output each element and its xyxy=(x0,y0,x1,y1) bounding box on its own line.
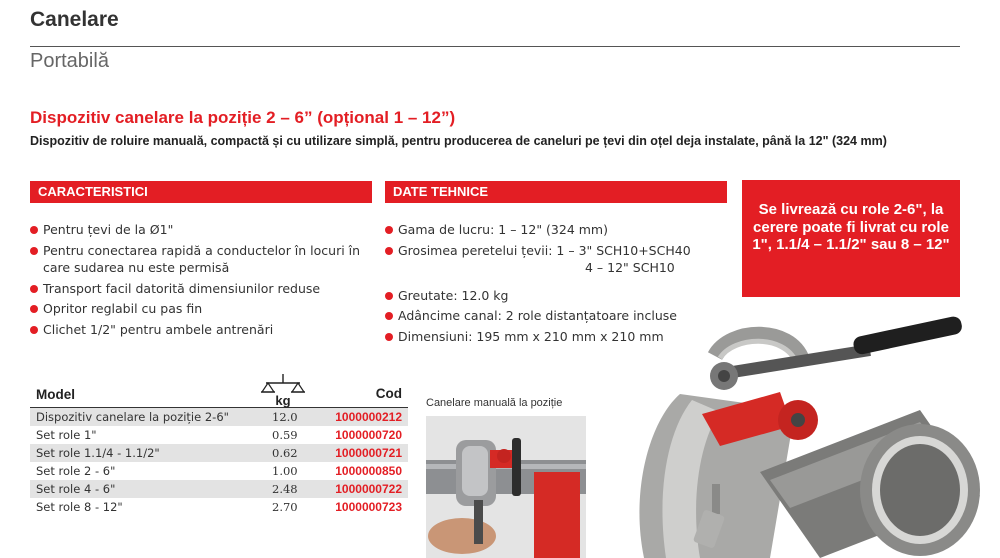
table-row: Set role 4 - 6" 2.48 1000000722 xyxy=(30,480,408,498)
bullet-icon xyxy=(30,226,38,234)
feature-item: Pentru conectarea rapidă a conductelor în locuri în care sudarea nu este permisă xyxy=(30,242,375,277)
bullet-icon xyxy=(30,285,38,293)
feature-item: Pentru țevi de la Ø1" xyxy=(30,221,375,239)
product-table xyxy=(30,382,408,516)
bullet-icon xyxy=(30,326,38,334)
table-header xyxy=(30,382,408,408)
delivery-note: Se livrează cu role 2-6", la cerere poate fi livrat cu role 1", 1.1/4 – 1.1/2" sau 8 – 12" xyxy=(742,180,960,297)
bullet-icon xyxy=(385,312,393,320)
page-subtitle: Portabilă xyxy=(30,50,109,72)
features-header: CARACTERISTICI xyxy=(30,181,372,203)
table-row: Set role 8 - 12" 2.70 1000000723 xyxy=(36,500,402,514)
bullet-icon xyxy=(30,247,38,255)
product-description: Dispozitiv de roluire manuală, compactă și cu utilizare simplă, pentru producerea de caneluri pe țevi din oțel deja instalate, până la 12" (324 mm) xyxy=(30,134,887,148)
features-list xyxy=(30,221,375,341)
grooving-tool-illustration xyxy=(620,300,1000,558)
bullet-icon xyxy=(385,292,393,300)
photo-caption: Canelare manuală la poziție xyxy=(426,397,563,409)
tech-data-header: DATE TEHNICE xyxy=(385,181,727,203)
product-photo xyxy=(620,300,1000,558)
weight-unit-label: kg xyxy=(275,393,291,408)
bullet-icon xyxy=(30,305,38,313)
weight-scale-icon xyxy=(260,370,306,408)
column-model: Model xyxy=(36,387,75,402)
table-row: Set role 1" 0.59 1000000720 xyxy=(36,428,402,442)
usage-photo xyxy=(426,416,586,558)
feature-item: Clichet 1/2" pentru ambele antrenări xyxy=(30,321,375,339)
product-heading: Dispozitiv canelare la poziție 2 – 6” (opțional 1 – 12”) xyxy=(30,108,456,127)
feature-item: Opritor reglabil cu pas fin xyxy=(30,300,375,318)
bullet-icon xyxy=(385,333,393,341)
page-title: Canelare xyxy=(30,8,119,31)
title-divider xyxy=(30,46,960,47)
tech-item: Adâncime canal: 2 role distanțatoare incluse xyxy=(385,307,730,325)
bullet-icon xyxy=(385,247,393,255)
feature-item: Transport facil datorită dimensiunilor reduse xyxy=(30,280,375,298)
table-row: Set role 2 - 6" 1.00 1000000850 xyxy=(36,464,402,478)
tech-item: Gama de lucru: 1 – 12" (324 mm) xyxy=(385,221,730,239)
column-code: Cod xyxy=(375,386,402,401)
bullet-icon xyxy=(385,226,393,234)
table-row: Set role 1.1/4 - 1.1/2" 0.62 1000000721 xyxy=(30,444,408,462)
tech-item: Dimensiuni: 195 mm x 210 mm x 210 mm xyxy=(385,328,730,346)
tech-item: Grosimea peretelui țevii: 1 – 3" SCH10+SCH40 4 – 12" SCH10 xyxy=(385,242,730,277)
table-row: Dispozitiv canelare la poziție 2-6" 12.0 1000000212 xyxy=(30,408,408,426)
tech-item: Greutate: 12.0 kg xyxy=(385,287,730,305)
usage-illustration xyxy=(426,416,586,558)
